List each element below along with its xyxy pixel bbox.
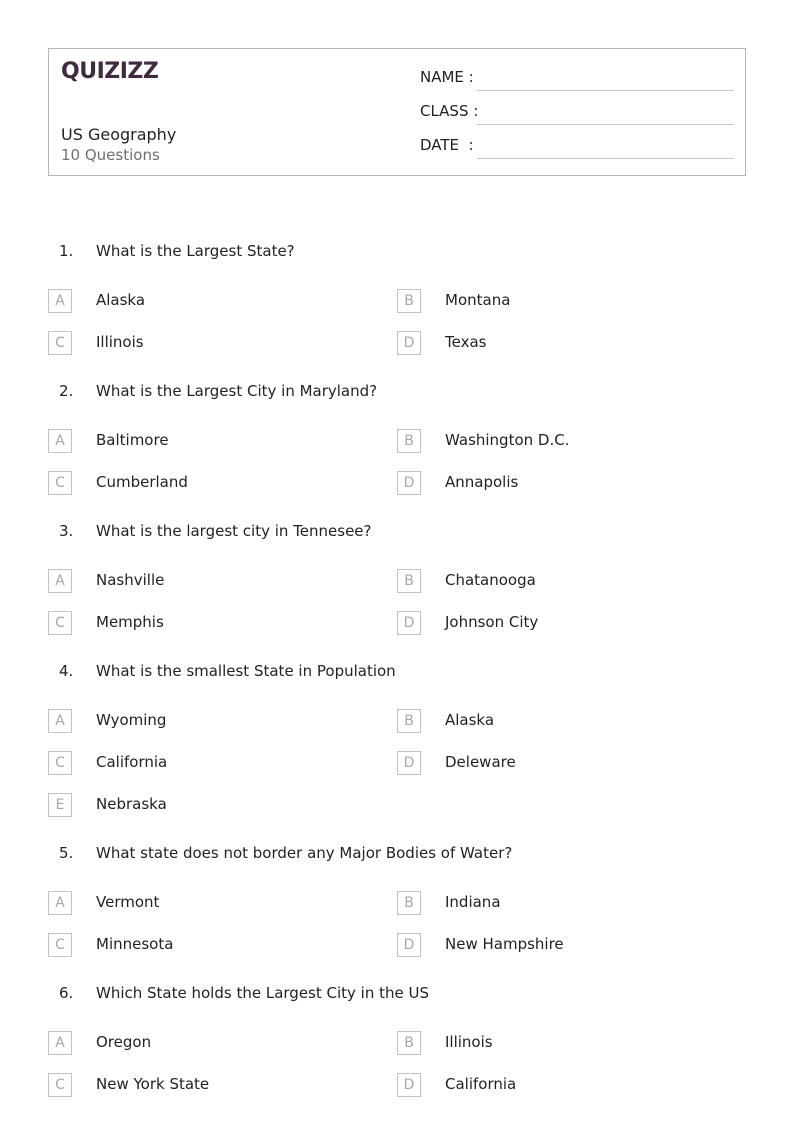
question-text: What is the Largest City in Maryland? [96,382,378,400]
date-field[interactable] [420,136,734,160]
option-text: Annapolis [445,473,519,491]
question-number: 3. [59,522,74,540]
option-text: Alaska [445,711,495,729]
option-text: Wyoming [96,711,167,729]
question-number: 1. [59,242,74,260]
option-text: Indiana [445,893,501,911]
option-text: Johnson City [445,613,539,631]
name-label: NAME : [420,68,474,86]
option-letter-box: C [48,331,72,355]
worksheet-header [48,48,746,176]
option-letter-box: C [48,933,72,957]
option-text: Minnesota [96,935,174,953]
option-text: Illinois [96,333,144,351]
question-text: What is the smallest State in Population [96,662,396,680]
question-number: 5. [59,844,74,862]
name-line[interactable] [477,90,734,91]
option-letter-box: A [48,891,72,915]
class-label: CLASS : [420,102,479,120]
question-number: 4. [59,662,74,680]
question-count: 10 Questions [61,146,160,164]
date-label: DATE : [420,136,474,154]
date-line[interactable] [477,158,734,159]
option-letter-box: D [397,611,421,635]
option-text: Montana [445,291,511,309]
option-text: Memphis [96,613,164,631]
option-text: Chatanooga [445,571,536,589]
option-letter-box: B [397,709,421,733]
question-text: Which State holds the Largest City in the US [96,984,430,1002]
option-text: Baltimore [96,431,169,449]
class-field[interactable] [420,102,734,126]
option-text: New York State [96,1075,210,1093]
class-line[interactable] [477,124,734,125]
option-letter-box: A [48,569,72,593]
option-letter-box: A [48,709,72,733]
question-number: 2. [59,382,74,400]
option-text: California [445,1075,517,1093]
question-text: What is the largest city in Tennesee? [96,522,372,540]
option-letter-box: D [397,751,421,775]
option-letter-box: A [48,1031,72,1055]
option-letter-box: B [397,429,421,453]
option-letter-box: B [397,289,421,313]
quizizz-logo: QUIZIZZ [61,59,159,84]
option-text: Nashville [96,571,165,589]
option-text: Oregon [96,1033,152,1051]
option-text: Washington D.C. [445,431,570,449]
option-letter-box: B [397,1031,421,1055]
option-text: Nebraska [96,795,167,813]
option-letter-box: C [48,1073,72,1097]
option-letter-box: B [397,891,421,915]
name-field[interactable] [420,68,734,92]
option-letter-box: C [48,471,72,495]
option-text: Texas [445,333,487,351]
option-letter-box: C [48,611,72,635]
option-letter-box: A [48,429,72,453]
option-letter-box: B [397,569,421,593]
option-letter-box: D [397,1073,421,1097]
question-text: What is the Largest State? [96,242,295,260]
worksheet-title: US Geography [61,125,177,144]
option-letter-box: D [397,933,421,957]
option-text: California [96,753,168,771]
option-letter-box: D [397,331,421,355]
option-text: Vermont [96,893,160,911]
question-number: 6. [59,984,74,1002]
option-text: Alaska [96,291,146,309]
option-letter-box: C [48,751,72,775]
option-text: Illinois [445,1033,493,1051]
option-text: Deleware [445,753,516,771]
option-letter-box: D [397,471,421,495]
option-letter-box: A [48,289,72,313]
question-text: What state does not border any Major Bodies of Water? [96,844,513,862]
option-text: Cumberland [96,473,188,491]
option-letter-box: E [48,793,72,817]
option-text: New Hampshire [445,935,564,953]
